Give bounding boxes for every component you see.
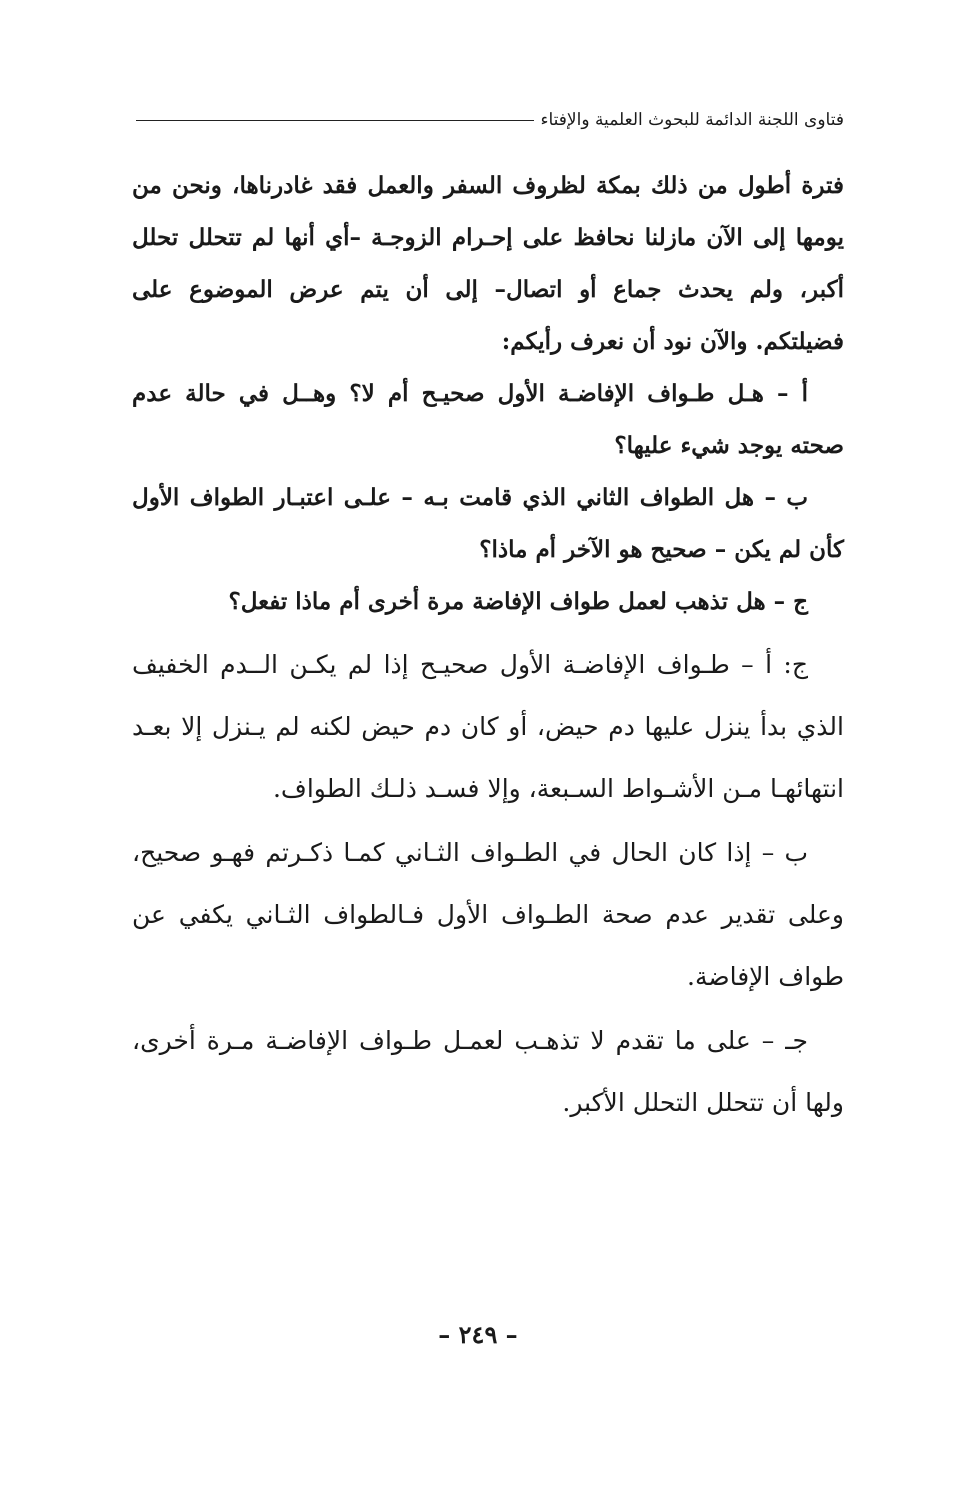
- question-item-a: أ – هـل طـواف الإفاضـة الأول صحيـح أم لا؟ وهــل في حالة عدم صحته يوجد شيء عليها؟: [132, 380, 844, 459]
- answer-section: [132, 634, 844, 1134]
- question-intro: فترة أطول من ذلك بمكة لظروف السفر والعمل فقد غادرناها، ونحن من يومها إلى الآن مازلنا نحافظ على إحـرام الزوجـة –أي أنها لم تتحلل تحلل أكبر، ولم يحدث جماع أو اتصال– إلى أن يتم عرض الموضوع على فضيلتكم. والآن نود أن نعرف رأيكم:: [132, 172, 844, 355]
- question-item-b: ب – هل الطواف الثاني الذي قامت بـه – علـى اعتبـار الطواف الأول كأن لم يكن – صحيح هو الآخر أم ماذا؟: [132, 484, 844, 563]
- answer-item-b: ب – إذا كان الحال في الطـواف الثـاني كمـا ذكـرتم فهـو صحيح، وعلى تقدير عدم صحة الطـواف الأول فـالطواف الثـاني يكفي عن طواف الإفاضة.: [132, 838, 844, 991]
- answer-item-c: جـ – على ما تقدم لا تذهـب لعمـل طـواف الإفاضـة مـرة أخرى، ولها أن تتحلل التحلل الأكبر.: [132, 1026, 844, 1117]
- header-rule: [136, 120, 534, 121]
- page-content: [132, 160, 844, 1136]
- answer-item-a: ج: أ – طـواف الإفاضـة الأول صحيـح إذا لم يكـن الــدم الخفيف الذي بدأ ينزل عليها دم حيض، أو كان دم حيض لكنه لم يـنزل إلا بعـد انتهائهـا مـن الأشـواط السـبعة، وإلا فسـد ذلـك الطواف.: [132, 650, 844, 803]
- running-header-title: فتاوى اللجنة الدائمة للبحوث العلمية والإفتاء: [540, 110, 844, 130]
- question-section: [132, 160, 844, 628]
- question-item-c: ج – هل تذهب لعمل طواف الإفاضة مرة أخرى أم ماذا تفعل؟: [228, 588, 808, 615]
- running-header: [136, 100, 844, 140]
- page-number: – ٢٤٩ –: [438, 1320, 518, 1349]
